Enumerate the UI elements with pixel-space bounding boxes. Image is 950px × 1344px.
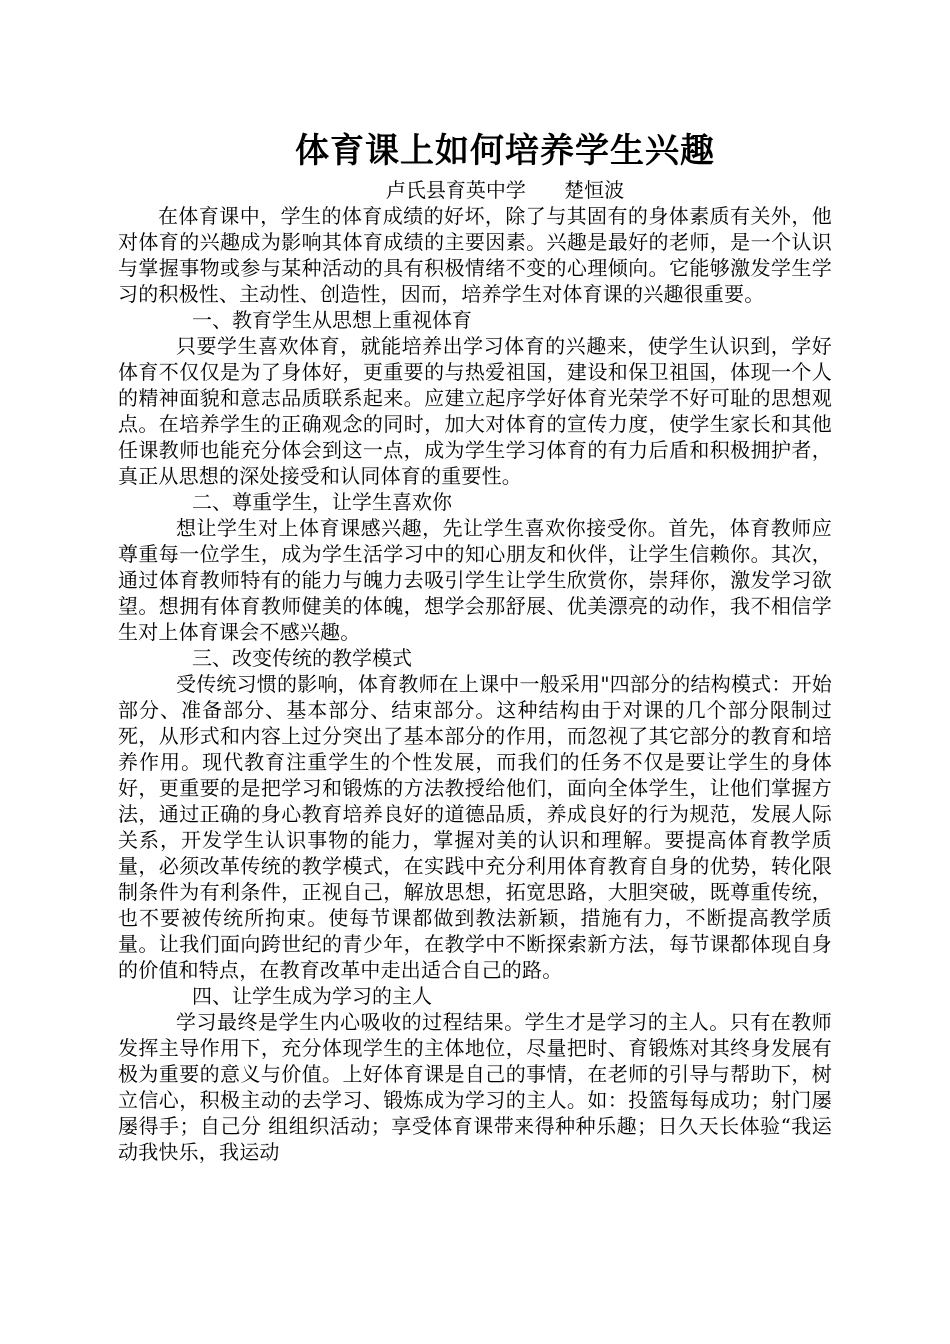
section-heading-1: 一、教育学生从思想上重视体育 — [192, 308, 472, 332]
section-heading-3: 三、改变传统的教学模式 — [192, 646, 412, 670]
document-page — [118, 125, 832, 1165]
document-byline: 卢氏县育英中学 楚恒波 — [385, 178, 625, 202]
section-body-2: 想让学生对上体育课感兴趣，先让学生喜欢你接受你。首先，体育教师应尊重每一位学生，成为学生活学习中的知心朋友和伙伴，让学生信赖你。其次，通过体育教师特有的能力与魄力去吸引学生让学生欣赏你，崇拜你，激发学习欲望。想拥有体育教师健美的体魄，想学会那舒展、优美漂亮的动作，我不相信学生对上体育课会不感兴趣。 — [118, 516, 832, 644]
section-body-3: 受传统习惯的影响，体育教师在上课中一般采用"四部分的结构模式：开始部分、准备部分、基本部分、结束部分。这种结构由于对课的几个部分限制过死，从形式和内容上过分突出了基本部分的作用，而忽视了其它部分的教育和培养作用。现代教育注重学生的个性发展，而我们的任务不仅是要让学生的身体好，更重要的是把学习和锻炼的方法教授给他们，面向全体学生，让他们掌握方法，通过正确的身心教育培养良好的道德品质，养成良好的行为规范，发展人际关系，开发学生认识事物的能力，掌握对美的认识和理解。要提高体育教学质量，必须改革传统的教学模式，在实践中充分利用体育教育自身的优势，转化限制条件为有利条件，正视自己，解放思想，拓宽思路，大胆突破，既尊重传统，也不要被传统所拘束。使每节课都做到教法新颖，措施有力，不断提高教学质量。让我们面向跨世纪的青少年，在教学中不断探索新方法，每节课都体现自身的价值和特点，在教育改革中走出适合自己的路。 — [118, 672, 832, 982]
section-body-1: 只要学生喜欢体育，就能培养出学习体育的兴趣来，使学生认识到，学好体育不仅仅是为了身体好，更重要的与热爱祖国，建设和保卫祖国，体现一个人的精神面貌和意志品质联系起来。应建立起序学好体育光荣学不好可耻的思想观点。在培养学生的正确观念的同时，加大对体育的宣传力度，使学生家长和其他任课教师也能充分体会到这一点，成为学生学习体育的有力后盾和积极拥护者，真正从思想的深处接受和认同体育的重要性。 — [118, 334, 832, 488]
section-heading-4: 四、让学生成为学习的主人 — [192, 984, 432, 1008]
section-body-4: 学习最终是学生内心吸收的过程结果。学生才是学习的主人。只有在教师发挥主导作用下，充分体现学生的主体地位，尽量把时、育锻炼对其终身发展有极为重要的意义与价值。上好体育课是自己的事情，在老师的引导与帮助下，树立信心，积极主动的去学习、锻炼成为学习的主人。如：投篮每每成功；射门屡屡得手；自己分 组组织活动；享受体育课带来得种种乐趣；日久天长体验“我运动我快乐，我运动 — [118, 1010, 832, 1164]
intro-paragraph: 在体育课中，学生的体育成绩的好坏，除了与其固有的身体素质有关外，他对体育的兴趣成为影响其体育成绩的主要因素。兴趣是最好的老师，是一个认识与掌握事物或参与某种活动的具有积极情绪不变的心理倾向。它能够激发学生学习的积极性、主动性、创造性，因而，培养学生对体育课的兴趣很重要。 — [118, 204, 832, 306]
section-heading-2: 二、尊重学生，让学生喜欢你 — [192, 490, 452, 514]
document-title: 体育课上如何培养学生兴趣 — [295, 131, 715, 171]
